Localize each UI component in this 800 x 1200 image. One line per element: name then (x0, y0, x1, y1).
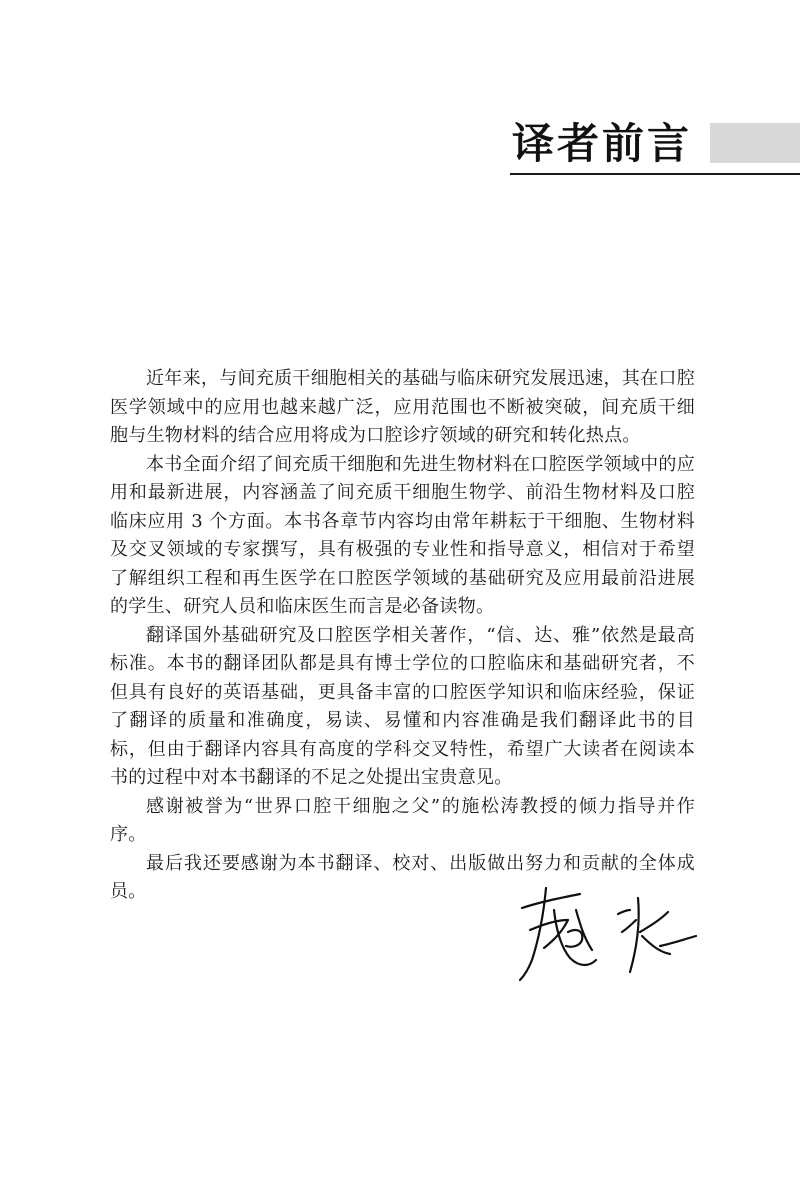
title-block (0, 118, 800, 178)
title-underline (510, 173, 800, 175)
paragraph-5: 最后我还要感谢为本书翻译、校对、出版做出努力和贡献的全体成员。 (110, 852, 695, 902)
paragraph-1: 近年来，与间充质干细胞相关的基础与临床研究发展迅速，其在口腔医学领域中的应用也越来越广泛，应用范围也不断被突破，间充质干细胞与生物材料的结合应用将成为口腔诊疗领域的研究和转化热点。 (110, 368, 695, 446)
preface-body (110, 365, 695, 907)
title-decoration-bar (710, 123, 800, 163)
paragraph-3: 翻译国外基础研究及口腔医学相关著作，“信、达、雅”依然是最高标准。本书的翻译团队都是具有博士学位的口腔临床和基础研究者，不但具有良好的英语基础，更具备丰富的口腔医学知识和临床经验，保证了翻译的质量和准确度，易读、易懂和内容准确是我们翻译此书的目标，但由于翻译内容具有高度的学科交叉特性，希望广大读者在阅读本书的过程中对本书翻译的不足之处提出宝贵意见。 (110, 624, 695, 788)
paragraph-2: 本书全面介绍了间充质干细胞和先进生物材料在口腔医学领域中的应用和最新进展，内容涵盖了间充质干细胞生物学、前沿生物材料及口腔临床应用 3 个方面。本书各章节内容均由常年耕耘于干细胞、生物材料及交叉领域的专家撰写，具有极强的专业性和指导意义，相信对于希望了解组织工程和再生医学在口腔医学领域的基础研究及应用最前沿进展的学生、研究人员和临床医生而言是必备读物。 (110, 453, 695, 617)
page-title: 译者前言 (511, 119, 692, 168)
handwritten-signature (510, 880, 700, 990)
paragraph-4: 感谢被誉为“世界口腔干细胞之父”的施松涛教授的倾力指导并作序。 (110, 795, 695, 845)
